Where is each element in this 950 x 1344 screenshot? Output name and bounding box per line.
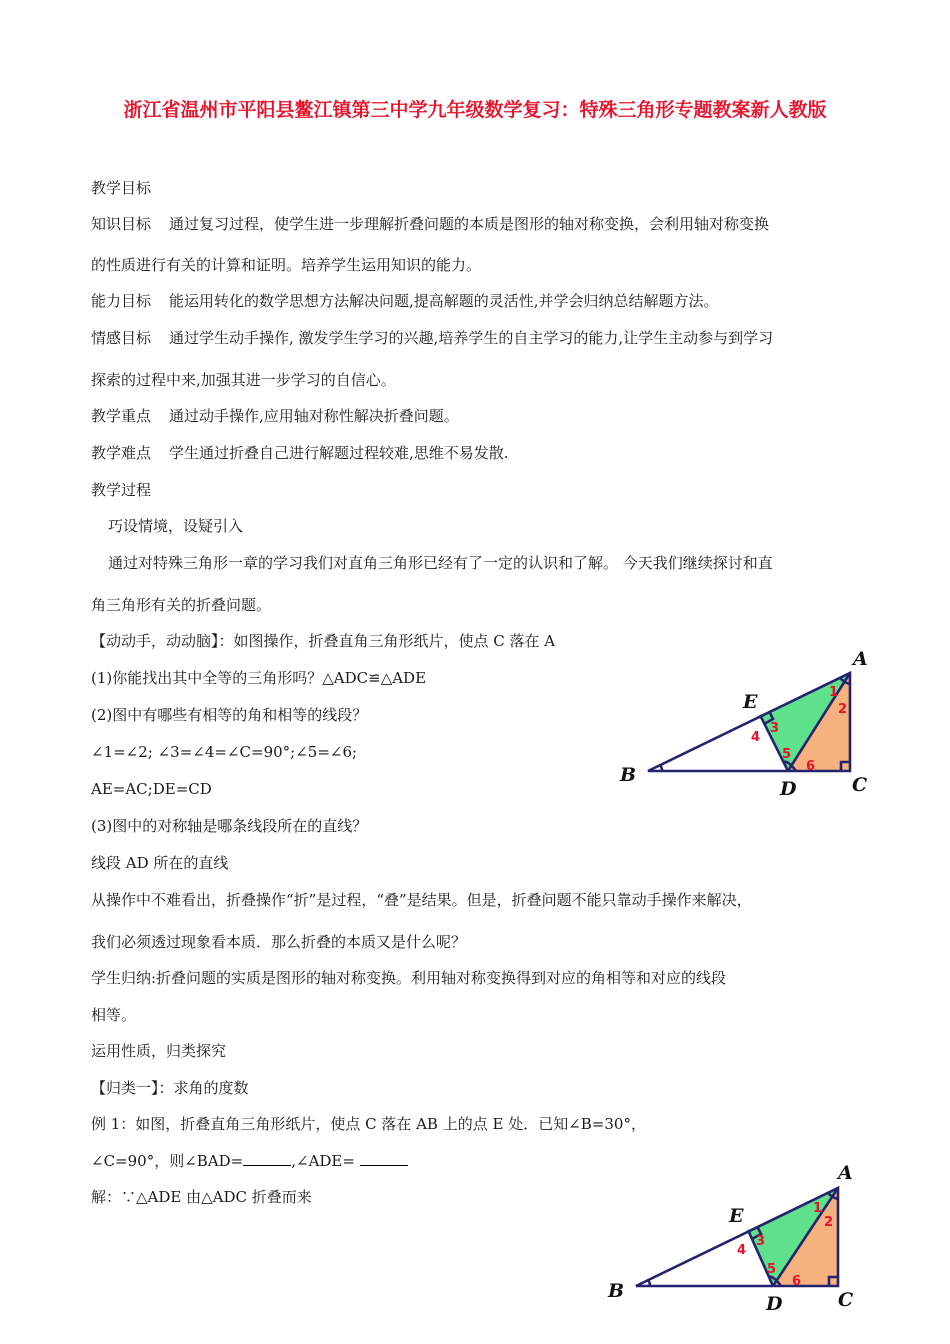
question-3-answer: 线段 AD 所在的直线 bbox=[91, 854, 229, 872]
folded-triangle-figure-2 bbox=[600, 1152, 872, 1317]
vertex-e-label: E bbox=[743, 691, 758, 713]
summary-text: 学生归纳:折叠问题的实质是图形的轴对称变换。利用轴对称变换得到对应的角相等和对应的线段 bbox=[91, 969, 727, 987]
example-1-question-mid: ,∠ADE= bbox=[291, 1152, 355, 1170]
angle-6-label: 6 bbox=[806, 759, 816, 774]
vertex-e-label: E bbox=[729, 1205, 744, 1227]
apply-heading: 运用性质，归类探究 bbox=[91, 1042, 227, 1060]
angle-3-label: 3 bbox=[756, 1234, 766, 1249]
example-1-question-start: ∠C=90°，则∠BAD= bbox=[91, 1152, 244, 1170]
knowledge-text: 通过复习过程，使学生进一步理解折叠问题的本质是图形的轴对称变换，会利用轴对称变换 bbox=[169, 215, 770, 233]
category-1-heading: 【归类一】：求角的度数 bbox=[91, 1079, 249, 1097]
vertex-b-label: B bbox=[608, 1280, 625, 1302]
objectives-heading: 教学目标 bbox=[91, 179, 152, 197]
vertex-b-label: B bbox=[620, 764, 637, 786]
answer-blank bbox=[360, 1151, 408, 1166]
example-1: 例 1：如图，折叠直角三角形纸片，使点 C 落在 AB 上的点 E 处．已知∠B=30°， bbox=[91, 1115, 646, 1133]
activity-text: 【动动手，动动脑】：如图操作，折叠直角三角形纸片，使点 C 落在 A bbox=[91, 632, 556, 650]
intro-text-cont: 角三角形有关的折叠问题。 bbox=[91, 596, 272, 614]
vertex-d-label: D bbox=[780, 778, 797, 800]
knowledge-text-cont: 的性质进行有关的计算和证明。培养学生运用知识的能力。 bbox=[91, 256, 482, 274]
answer-blank bbox=[243, 1151, 291, 1166]
emotion-objective bbox=[91, 328, 773, 348]
angle-5-label: 5 bbox=[767, 1262, 777, 1277]
ability-objective bbox=[91, 291, 719, 311]
intro-text: 通过对特殊三角形一章的学习我们对直角三角形已经有了一定的认识和了解。 今天我们继续探讨和直 bbox=[108, 554, 773, 572]
vertex-a-label: A bbox=[838, 1162, 853, 1184]
vertex-a-label: A bbox=[853, 648, 868, 670]
difficulty-label: 教学难点 bbox=[91, 444, 152, 462]
folded-triangle-figure-1 bbox=[612, 640, 884, 805]
angle-2-label: 2 bbox=[824, 1215, 834, 1230]
emotion-label: 情感目标 bbox=[91, 329, 152, 347]
knowledge-objective bbox=[91, 214, 769, 234]
angle-1-label: 1 bbox=[829, 685, 839, 700]
question-2-answer-segments: AE=AC;DE=CD bbox=[91, 780, 212, 798]
angle-4-label: 4 bbox=[737, 1243, 747, 1258]
angle-1-label: 1 bbox=[813, 1201, 823, 1216]
question-2-answer-angles: ∠1=∠2; ∠3=∠4=∠C=90°;∠5=∠6; bbox=[91, 743, 358, 761]
question-2: (2)图中有哪些有相等的角和相等的线段？ bbox=[91, 706, 368, 724]
question-1: (1)你能找出其中全等的三角形吗？△ADC≌△ADE bbox=[91, 669, 427, 687]
angle-6-label: 6 bbox=[792, 1274, 802, 1289]
process-heading: 教学过程 bbox=[91, 481, 152, 499]
vertex-c-label: C bbox=[852, 774, 868, 796]
page-title: 浙江省温州市平阳县鳌江镇第三中学九年级数学复习：特殊三角形专题教案新人教版 bbox=[123, 99, 827, 121]
question-3: (3)图中的对称轴是哪条线段所在的直线？ bbox=[91, 817, 368, 835]
difficulty-text: 学生通过折叠自己进行解题过程较难,思维不易发散. bbox=[169, 444, 509, 462]
solution-text: 解：∵△ADE 由△ADC 折叠而来 bbox=[91, 1188, 312, 1206]
example-1-question bbox=[91, 1151, 408, 1171]
key-point bbox=[91, 406, 459, 426]
angle-3-label: 3 bbox=[770, 721, 780, 736]
knowledge-label: 知识目标 bbox=[91, 215, 152, 233]
emotion-text-cont: 探索的过程中来,加强其进一步学习的自信心。 bbox=[91, 371, 396, 389]
vertex-c-label: C bbox=[838, 1289, 854, 1311]
ability-label: 能力目标 bbox=[91, 292, 152, 310]
angle-2-label: 2 bbox=[838, 702, 848, 717]
summary-text-cont: 相等。 bbox=[91, 1006, 137, 1024]
observation-text: 从操作中不难看出，折叠操作“折”是过程，“叠”是结果。但是，折叠问题不能只靠动手操作来解决， bbox=[91, 891, 752, 909]
observation-text-cont: 我们必须透过现象看本质．那么折叠的本质又是什么呢？ bbox=[91, 933, 467, 951]
ability-text: 能运用转化的数学思想方法解决问题,提高解题的灵活性,并学会归纳总结解题方法。 bbox=[169, 292, 719, 310]
difficulty-point bbox=[91, 443, 509, 463]
key-text: 通过动手操作,应用轴对称性解决折叠问题。 bbox=[169, 407, 459, 425]
angle-4-label: 4 bbox=[751, 730, 761, 745]
key-label: 教学重点 bbox=[91, 407, 152, 425]
vertex-d-label: D bbox=[766, 1293, 783, 1315]
emotion-text: 通过学生动手操作, 激发学生学习的兴趣,培养学生的自主学习的能力,让学生主动参与到学习 bbox=[169, 329, 774, 347]
angle-5-label: 5 bbox=[782, 747, 792, 762]
intro-heading: 巧设情境，设疑引入 bbox=[108, 517, 244, 535]
